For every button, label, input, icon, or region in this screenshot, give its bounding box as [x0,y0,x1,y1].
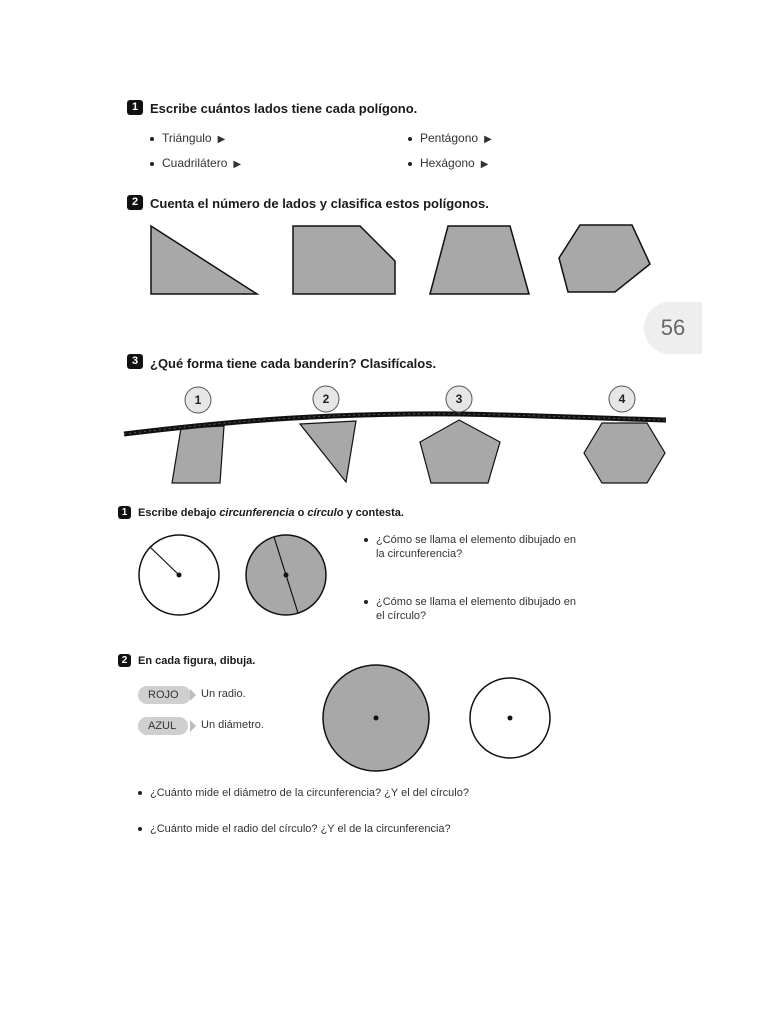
question-item: ¿Cómo se llama el elemento dibujado en el círculo? [376,595,586,623]
flag-number-label: 1 [194,393,202,407]
flag-number-label: 4 [618,392,626,406]
arrow-right-icon: ▶ [484,134,492,145]
exercise-instruction: Cuenta el número de lados y clasifica estos polígonos. [150,196,489,211]
center-point [508,716,513,721]
question-item: ¿Cuánto mide el diámetro de la circunferencia? ¿Y el del círculo? [150,786,570,800]
color-tag-red: ROJO [138,686,191,704]
arrow-right-icon: ▶ [480,159,489,170]
exercise-number-badge: 3 [127,354,143,369]
exercise-number-badge: 1 [127,100,143,115]
color-tag-blue: AZUL [138,717,188,735]
center-point [374,716,379,721]
flag-number-label: 3 [455,392,463,406]
exercise-instruction: Escribe cuántos lados tiene cada polígono. [150,101,418,116]
exercise-number-badge: 2 [127,195,143,210]
flag-number-label: 2 [322,392,330,406]
page-number-tab: 56 [644,302,702,354]
exercise-number-badge: 2 [118,654,131,667]
arrow-right-icon: ▶ [217,134,226,145]
legend-text: Un diámetro. [201,719,264,731]
question-item: ¿Cómo se llama el elemento dibujado en la circunferencia? [376,533,586,561]
arrow-right-icon: ▶ [233,159,242,170]
list-item: Cuadrilátero ▶ [150,156,241,170]
exercise-instruction: Escribe debajo circunferencia o círculo y contesta. [138,507,404,519]
legend-text: Un radio. [201,688,246,700]
bullet-icon [138,791,142,795]
list-item: Hexágono ▶ [408,156,488,170]
exercise-instruction: En cada figura, dibuja. [138,655,256,667]
bullet-icon [138,827,142,831]
list-item: Triángulo ▶ [150,131,225,145]
exercise-number-badge: 1 [118,506,131,519]
exercise-instruction: ¿Qué forma tiene cada banderín? Clasifícalos. [150,356,437,371]
question-item: ¿Cuánto mide el radio del círculo? ¿Y el de la circunferencia? [150,822,570,836]
list-item: Pentágono ▶ [408,131,492,145]
